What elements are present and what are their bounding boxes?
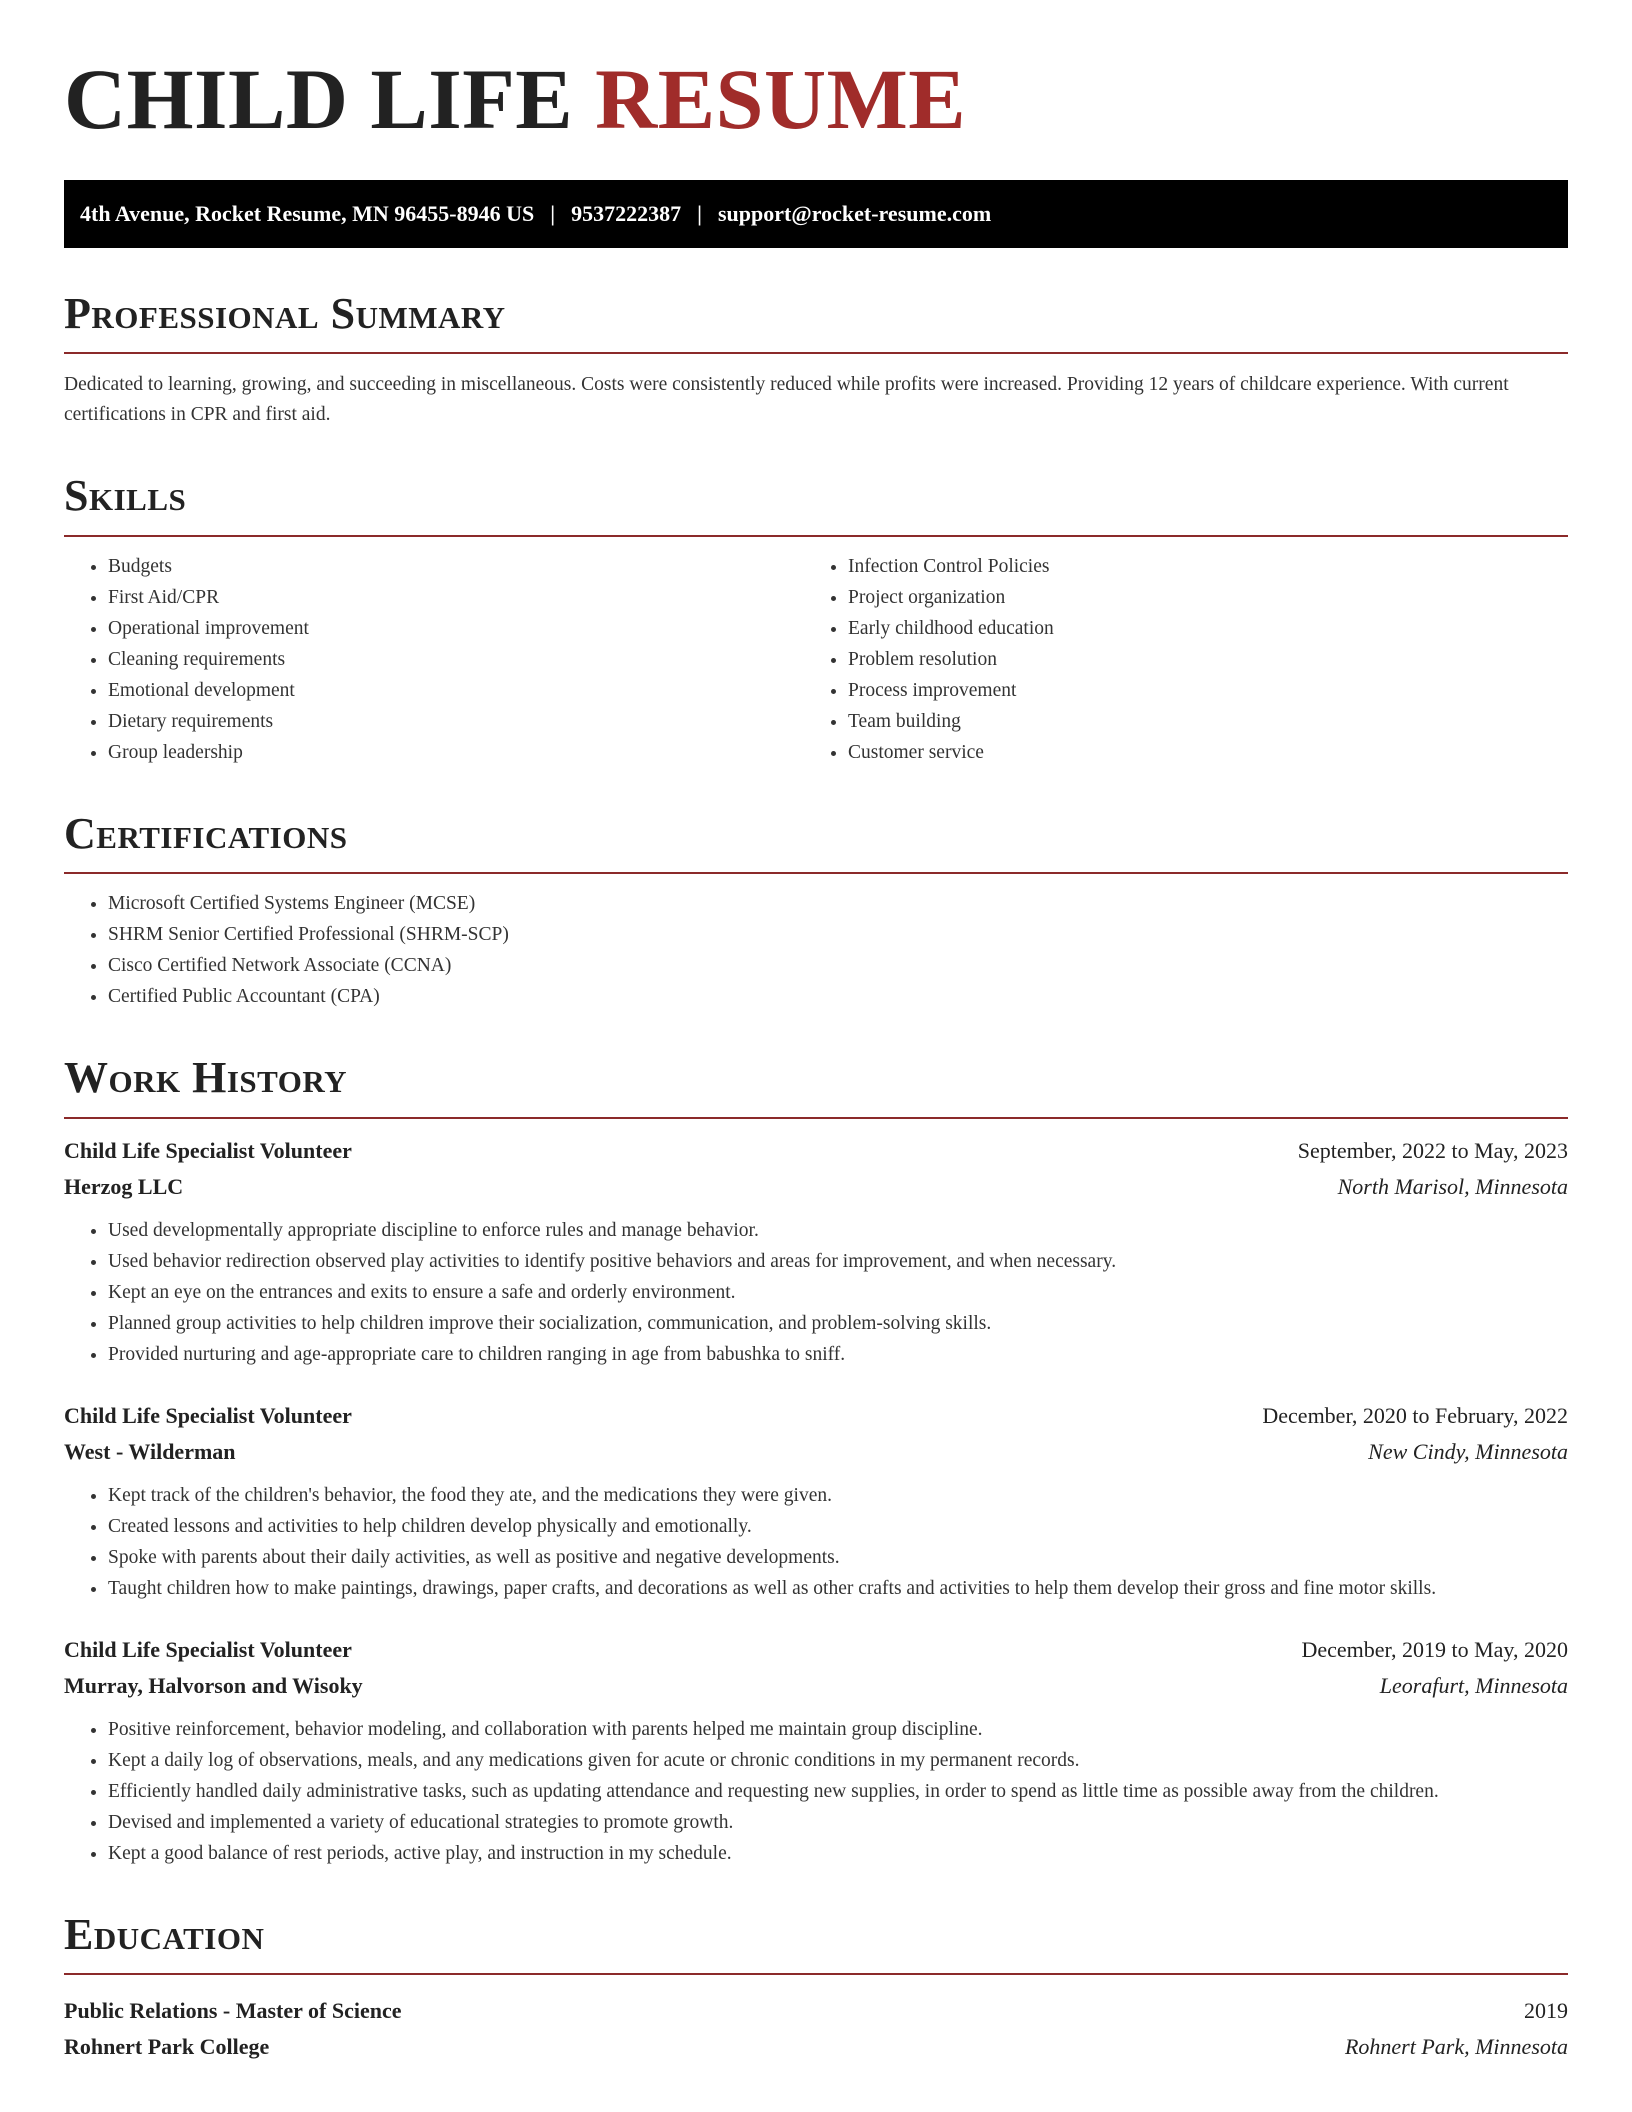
contact-email[interactable]: support@rocket-resume.com: [717, 201, 992, 226]
job-bullet: • Planned group activities to help children improve their socialization, communication, and problem-solving skills.: [108, 1308, 1568, 1339]
education-degree: Public Relations - Master of Science: [64, 1997, 402, 2023]
skill-item: • Infection Control Policies: [848, 551, 1568, 582]
summary-section: [64, 290, 1568, 430]
certification-item: • SHRM Senior Certified Professional (SHRM-SCP): [108, 919, 1568, 950]
education-heading: Education: [64, 1909, 265, 1959]
job-header-row: [64, 1632, 1568, 1668]
summary-text: Dedicated to learning, growing, and succeeding in miscellaneous. Costs were consistently reduced while profits were increased. Providing 12 years of childcare experience. With current certifications in CPR and first aid.: [64, 374, 1509, 426]
job-bullet: • Kept an eye on the entrances and exits to ensure a safe and orderly environment.: [108, 1277, 1568, 1308]
job-bullet: • Used developmentally appropriate discipline to enforce rules and manage behavior.: [108, 1215, 1568, 1246]
skill-item: • Operational improvement: [108, 613, 816, 644]
job-bullet: • Kept a good balance of rest periods, active play, and instruction in my schedule.: [108, 1838, 1568, 1869]
job-bullet: • Kept track of the children's behavior, the food they ate, and the medications they were given.: [108, 1480, 1568, 1511]
job-dates: December, 2019 to May, 2020: [1301, 1636, 1568, 1662]
education-section: [64, 1911, 1568, 2065]
job-company-row: [64, 1434, 1568, 1470]
certification-item: • Microsoft Certified Systems Engineer (MCSE): [108, 888, 1568, 919]
skills-list-left: [64, 551, 816, 768]
skill-item: • Process improvement: [848, 675, 1568, 706]
job-company-row: [64, 1169, 1568, 1205]
certification-item: • Cisco Certified Network Associate (CCNA): [108, 950, 1568, 981]
job-entry: [64, 1632, 1568, 1869]
education-school: Rohnert Park College: [64, 2033, 270, 2059]
job-title: Child Life Specialist Volunteer: [64, 1402, 352, 1428]
job-header-row: [64, 1398, 1568, 1434]
job-company: West - Wilderman: [64, 1438, 236, 1464]
job-bullets: [64, 1480, 1568, 1604]
skill-item: • Early childhood education: [848, 613, 1568, 644]
skill-item: • Dietary requirements: [108, 706, 816, 737]
name-first: CHILD LIFE: [64, 51, 574, 147]
skill-item: • Budgets: [108, 551, 816, 582]
job-bullet: • Created lessons and activities to help children develop physically and emotionally.: [108, 1511, 1568, 1542]
education-year: 2019: [1524, 1997, 1568, 2023]
job-bullet: • Spoke with parents about their daily activities, as well as positive and negative developments.: [108, 1542, 1568, 1573]
job-location: New Cindy, Minnesota: [1368, 1438, 1568, 1464]
certifications-heading: Certifications: [64, 808, 348, 858]
job-company: Herzog LLC: [64, 1173, 184, 1199]
skill-item: • Group leadership: [108, 737, 816, 768]
job-entry: [64, 1398, 1568, 1604]
contact-bar: [64, 180, 1568, 248]
job-bullet: • Efficiently handled daily administrative tasks, such as updating attendance and requesting new supplies, in order to spend as little time as possible away from the children.: [108, 1776, 1568, 1807]
skills-heading: Skills: [64, 471, 187, 521]
education-row-1: [64, 1993, 1568, 2029]
section-divider: [64, 1117, 1568, 1119]
certifications-list: [64, 888, 1568, 1012]
skill-item: • Emotional development: [108, 675, 816, 706]
contact-separator: |: [697, 201, 702, 226]
skill-item: • First Aid/CPR: [108, 582, 816, 613]
education-location: Rohnert Park, Minnesota: [1344, 2033, 1568, 2059]
resume-name: [64, 51, 1568, 147]
job-company: Murray, Halvorson and Wisoky: [64, 1672, 363, 1698]
job-bullet: • Devised and implemented a variety of educational strategies to promote growth.: [108, 1807, 1568, 1838]
skill-item: • Customer service: [848, 737, 1568, 768]
education-entry: [64, 1993, 1568, 2065]
skill-item: • Project organization: [848, 582, 1568, 613]
skills-section: [64, 472, 1568, 767]
job-entry: [64, 1133, 1568, 1370]
job-bullet: • Kept a daily log of observations, meals, and any medications given for acute or chronic conditions in my permanent records.: [108, 1745, 1568, 1776]
skill-item: • Team building: [848, 706, 1568, 737]
contact-address: 4th Avenue, Rocket Resume, MN 96455-8946 US: [80, 201, 535, 226]
section-divider: [64, 872, 1568, 874]
contact-separator: |: [550, 201, 556, 226]
certifications-section: [64, 810, 1568, 1012]
job-dates: December, 2020 to February, 2022: [1262, 1402, 1568, 1428]
job-bullet: • Provided nurturing and age-appropriate care to children ranging in age from babushka to sniff.: [108, 1339, 1568, 1370]
section-divider: [64, 352, 1568, 354]
job-bullet: • Taught children how to make paintings, drawings, paper crafts, and decorations as well as other crafts and activities to help them develop their gross and fine motor skills.: [108, 1573, 1568, 1604]
job-bullets: [64, 1215, 1568, 1370]
job-title: Child Life Specialist Volunteer: [64, 1137, 352, 1163]
work-history-section: [64, 1054, 1568, 1868]
work-history-heading: Work History: [64, 1053, 348, 1103]
job-header-row: [64, 1133, 1568, 1169]
education-row-2: [64, 2029, 1568, 2065]
skill-item: • Problem resolution: [848, 644, 1568, 675]
job-company-row: [64, 1668, 1568, 1704]
job-dates: September, 2022 to May, 2023: [1297, 1137, 1568, 1163]
job-bullet: • Positive reinforcement, behavior modeling, and collaboration with parents helped me maintain group discipline.: [108, 1714, 1568, 1745]
summary-heading: Professional Summary: [64, 289, 506, 338]
skills-list-right: [816, 551, 1568, 768]
job-location: North Marisol, Minnesota: [1337, 1173, 1568, 1199]
contact-phone: 9537222387: [571, 201, 682, 226]
skills-grid: [64, 537, 1568, 768]
job-bullets: [64, 1714, 1568, 1869]
skill-item: • Cleaning requirements: [108, 644, 816, 675]
job-list: [64, 1133, 1568, 1869]
job-title: Child Life Specialist Volunteer: [64, 1636, 352, 1662]
job-location: Leorafurt, Minnesota: [1379, 1672, 1568, 1698]
certification-item: • Certified Public Accountant (CPA): [108, 981, 1568, 1012]
job-bullet: • Used behavior redirection observed play activities to identify positive behaviors and areas for improvement, and when necessary.: [108, 1246, 1568, 1277]
section-divider: [64, 1973, 1568, 1975]
name-second: RESUME: [595, 51, 967, 147]
